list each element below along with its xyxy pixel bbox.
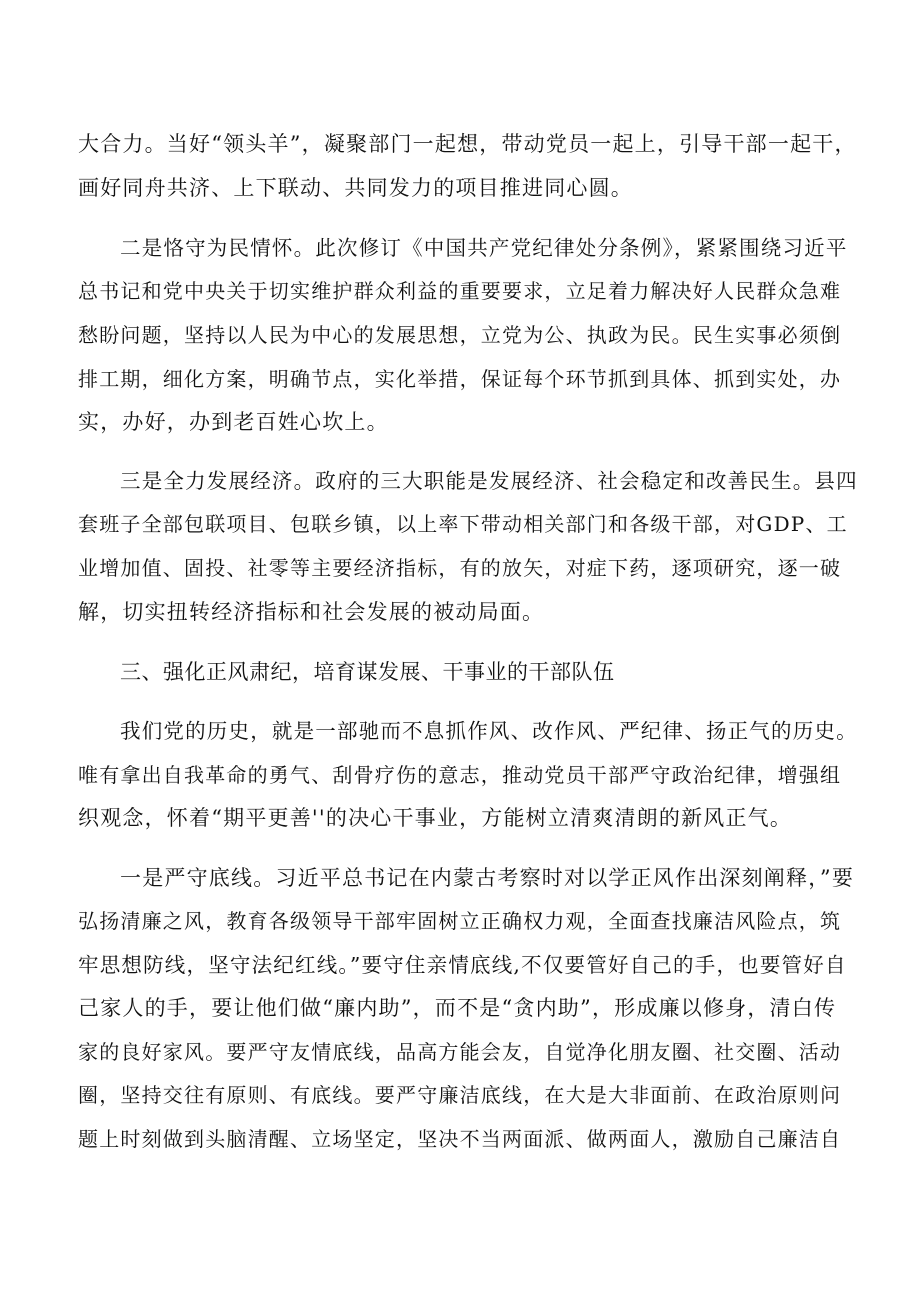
paragraph-line: 圈，坚持交往有原则、有底线。要严守廉洁底线，在大是大非面前、在政治原则问 bbox=[78, 1083, 842, 1107]
paragraph-line: 业增加值、固投、社零等主要经济指标，有的放矢，对症下药，逐项研究，逐一破 bbox=[78, 556, 842, 580]
paragraph-line: 二是恪守为民情怀。此次修订《中国共产党纪律处分条例》，紧紧围绕习近平 bbox=[120, 236, 848, 260]
paragraph-line: 一是严守底线。习近平总书记在内蒙古考察时对以学正风作出深刻阐释，”要 bbox=[120, 866, 855, 890]
paragraph-line: 解，切实扭转经济指标和社会发展的被动局面。 bbox=[78, 600, 545, 624]
section-heading: 三、强化正风肃纪，培育谋发展、干事业的干部队伍 bbox=[120, 660, 615, 684]
paragraph-line: 套班子全部包联项目、包联乡镇，以上率下带动相关部门和各级干部，对GDP、工 bbox=[78, 512, 848, 536]
paragraph-line: 唯有拿出自我革命的勇气、刮骨疗伤的意志，推动党员干部严守政治纪律，增强组 bbox=[78, 763, 842, 787]
paragraph-line: 家的良好家风。要严守友情底线，品高方能会友，自觉净化朋友圈、社交圈、活动 bbox=[78, 1040, 842, 1064]
paragraph-line: 弘扬清廉之风，教育各级领导干部牢固树立正确权力观，全面查找廉洁风险点，筑 bbox=[78, 909, 842, 933]
paragraph-line: 牢思想防线，坚守法纪红线。”要守住亲情底线,不仅要管好自己的手，也要管好自 bbox=[78, 953, 847, 977]
paragraph-line: 总书记和党中央关于切实维护群众利益的重要要求，立足着力解决好人民群众急难 bbox=[78, 279, 842, 303]
paragraph-line: 织观念，怀着“期平更善''的决心干事业，方能树立清爽清朗的新风正气。 bbox=[78, 806, 793, 830]
paragraph-line: 三是全力发展经济。政府的三大职能是发展经济、社会稳定和改善民生。县四 bbox=[120, 469, 858, 493]
paragraph-line: 画好同舟共济、上下联动、共同发力的项目推进同心圆。 bbox=[78, 176, 633, 200]
paragraph-line: 我们党的历史，就是一部驰而不息抓作风、改作风、严纪律、扬正气的历史。 bbox=[120, 719, 858, 743]
paragraph-line: 实，办好，办到老百姓心坎上。 bbox=[78, 410, 389, 434]
paragraph-line: 己家人的手，要让他们做“廉内助”，而不是“贪内助”，形成廉以修身，清白传 bbox=[78, 996, 837, 1020]
paragraph-line: 排工期，细化方案，明确节点，实化举措，保证每个环节抓到具体、抓到实处，办 bbox=[78, 367, 842, 391]
paragraph-line: 题上时刻做到头脑清醒、立场坚定，坚决不当两面派、做两面人，激励自己廉洁自 bbox=[78, 1127, 842, 1151]
paragraph-line: 愁盼问题，坚持以人民为中心的发展思想，立党为公、执政为民。民生实事必须倒 bbox=[78, 323, 842, 347]
paragraph-line: 大合力。当好“领头羊”，凝聚部门一起想，带动党员一起上，引导干部一起干， bbox=[78, 132, 857, 156]
